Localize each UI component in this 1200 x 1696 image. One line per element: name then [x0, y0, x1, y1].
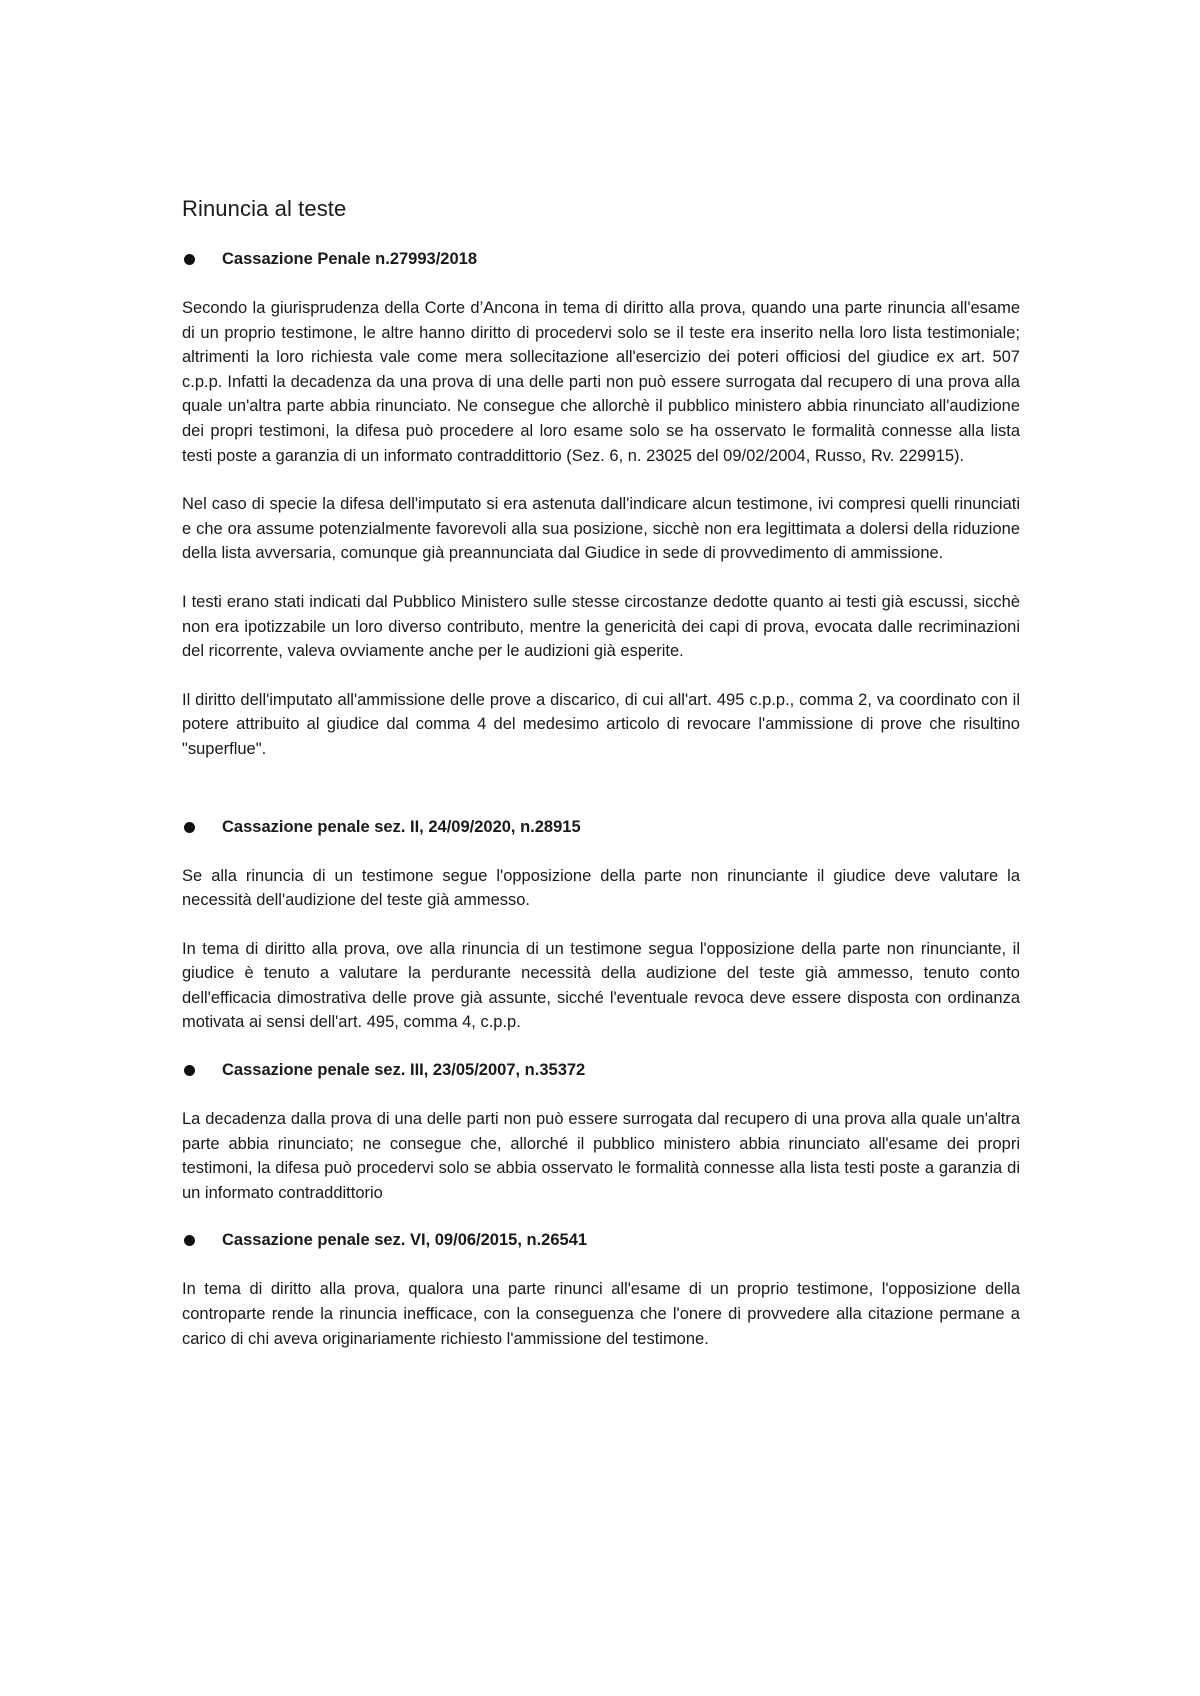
section-cassazione-28915-2020 — [182, 816, 1020, 1036]
section-heading — [182, 1059, 1020, 1081]
section-heading — [182, 1229, 1020, 1251]
paragraph: Se alla rinuncia di un testimone segue l'opposizione della parte non rinunciante il giudice deve valutare la necessità dell'audizione del teste già ammesso. — [182, 866, 1020, 910]
document-page — [182, 196, 1020, 1375]
paragraph: Secondo la giurisprudenza della Corte d’Ancona in tema di diritto alla prova, quando una parte rinuncia all'esame di un proprio testimone, le altre hanno diritto di procedervi solo se il teste era inserito nella loro lista testimoniale; altrimenti la loro richiesta vale come mera sollecitazione all'esercizio dei poteri officiosi del giudice ex art. 507 c.p.p. Infatti la decadenza da una prova di una delle parti non può essere surrogata dal recupero di una prova alla quale un'altra parte abbia rinunciato. Ne consegue che allorchè il pubblico ministero abbia rinunciato all'audizione dei propri testimoni, la difesa può procedere al loro esame solo se ha osservato le formalità connesse alla lista testi poste a garanzia di un informato contraddittorio (Sez. 6, n. 23025 del 09/02/2004, Russo, Rv. 229915). — [182, 299, 1020, 465]
document-title: Rinuncia al teste — [182, 196, 347, 221]
bullet-icon — [184, 1065, 195, 1076]
section-heading-text: Cassazione penale sez. II, 24/09/2020, n.28915 — [222, 817, 581, 836]
bullet-icon — [184, 254, 195, 265]
section-heading — [182, 816, 1020, 838]
section-heading — [182, 248, 1020, 270]
section-heading-text: Cassazione penale sez. VI, 09/06/2015, n.26541 — [222, 1231, 588, 1250]
paragraph: La decadenza dalla prova di una delle parti non può essere surrogata dal recupero di una prova alla quale un'altra parte abbia rinunciato; ne consegue che, allorché il pubblico ministero abbia rinunciato all'esame dei propri testimoni, la difesa può procedervi solo se abbia osservato le formalità connesse alla lista testi poste a garanzia di un informato contraddittorio — [182, 1110, 1020, 1202]
section-heading-text: Cassazione penale sez. III, 23/05/2007, n.35372 — [222, 1061, 586, 1080]
section-cassazione-26541-2015 — [182, 1229, 1020, 1351]
paragraph: In tema di diritto alla prova, ove alla rinuncia di un testimone segua l'opposizione della parte non rinunciante, il giudice è tenuto a valutare la perdurante necessità della audizione del teste già ammesso, tenuto conto dell'efficacia dimostrativa delle prove già assunte, sicché l'eventuale revoca deve essere disposta con ordinanza motivata ai sensi dell'art. 495, comma 4, c.p.p. — [182, 939, 1020, 1032]
paragraph: In tema di diritto alla prova, qualora una parte rinunci all'esame di un proprio testimone, l'opposizione della controparte rende la rinuncia inefficace, con la conseguenza che l'onere di provvedere alla citazione permane a carico di chi aveva originariamente richiesto l'ammissione del testimone. — [182, 1280, 1020, 1348]
section-cassazione-27993-2018 — [182, 248, 1020, 762]
spacer — [182, 786, 1020, 816]
paragraph: I testi erano stati indicati dal Pubblico Ministero sulle stesse circostanze dedotte quanto ai testi già escussi, sicchè non era ipotizzabile un loro diverso contributo, mentre la genericità dei capi di prova, evocata dalle recriminazioni del ricorrente, valeva ovviamente anche per le audizioni già esperite. — [182, 592, 1020, 661]
paragraph: Nel caso di specie la difesa dell'imputato si era astenuta dall'indicare alcun testimone, ivi compresi quelli rinunciati e che ora assume potenzialmente favorevoli alla sua posizione, sicchè non era legittimata a dolersi della riduzione della lista avversaria, comunque già preannunciata dal Giudice in sede di provvedimento di ammissione. — [182, 495, 1020, 563]
section-cassazione-35372-2007 — [182, 1059, 1020, 1205]
bullet-icon — [184, 822, 195, 833]
section-heading-text: Cassazione Penale n.27993/2018 — [222, 250, 477, 268]
bullet-icon — [184, 1235, 195, 1246]
paragraph: Il diritto dell'imputato all'ammissione delle prove a discarico, di cui all'art. 495 c.p.p., comma 2, va coordinato con il potere attribuito al giudice dal comma 4 del medesimo articolo di revocare l'ammissione di prove che risultino "superflue". — [182, 690, 1020, 758]
